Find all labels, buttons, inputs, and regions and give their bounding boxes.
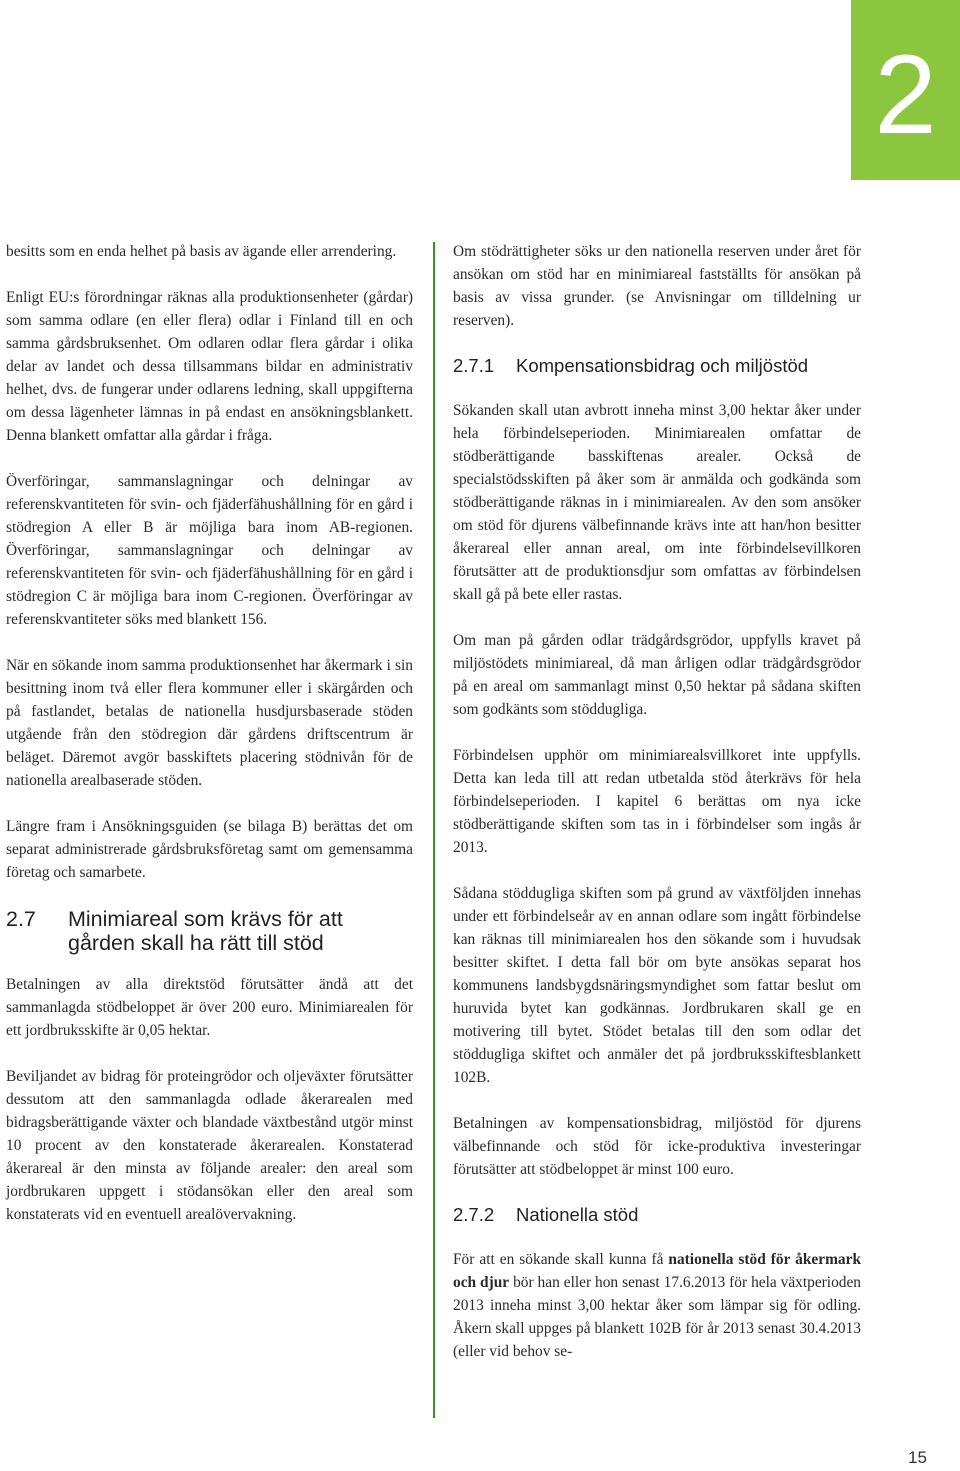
section-heading-2-7-1	[453, 355, 861, 377]
paragraph: När en sökande inom samma produktionsenhet har åkermark i sin besittning inom två eller flera kommuner eller i skärgården och på fastlandet, betalas de nationella husdjursbaserade stöden utgående från den stödregion där gårdens driftscentrum är beläget. Däremot avgör basskiftets placering stödnivån för de nationella arealbaserade stöden.	[6, 657, 413, 789]
paragraph: Betalningen av kompensationsbidrag, miljöstöd för djurens välbefinnande och stöd för icke-produktiva investeringar förutsätter att stödbeloppet är minst 100 euro.	[453, 1115, 861, 1178]
paragraph: Sökanden skall utan avbrott inneha minst 3,00 hektar åker under hela förbindelseperioden. Minimiarealen omfattar de stödberättigande basskiftenas arealer. Också de specialstödsskiften på åker som är anmälda och godkända som stödberättigande räknas in i minimiarealen. Av den som ansöker om stöd för djurens välbefinnande krävs inte att han/hon besitter åkerareal eller annan areal, om inte förbindelsevillkoren förutsätter att de produktionsdjur som omfattas av förbindelsen skall gå på bete eller rastas.	[453, 402, 861, 603]
column-divider	[433, 242, 435, 1418]
paragraph: Längre fram i Ansökningsguiden (se bilaga B) berättas det om separat administrerade gårdsbruksföretag samt om gemensamma företag och samarbete.	[6, 818, 413, 881]
paragraph-text: bör han eller hon senast 17.6.2013 för hela växtperioden 2013 inneha minst 3,00 hektar åker som lämpar sig för odling. Åkern skall uppges på blankett 102B för år 2013 senast 30.4.2013 (eller vid behov se-	[453, 1274, 861, 1360]
paragraph: Betalningen av alla direktstöd förutsätter ändå att det sammanlagda stödbeloppet är över 200 euro. Minimiarealen för ett jordbruksskifte är 0,05 hektar.	[6, 976, 413, 1039]
paragraph: Enligt EU:s förordningar räknas alla produktionsenheter (gårdar) som samma odlare (en eller flera) odlar i Finland till en och samma gårdsbruksenhet. Om odlaren odlar flera gårdar i olika delar av landet och dessa tillsammans bildar en administrativ helhet, dvs. de fungerar under odlarens ledning, skall uppgifterna om dessa lägenheter lämnas in på endast en ansökningsblankett. Denna blankett omfattar alla gårdar i fråga.	[6, 289, 413, 444]
section-title: Minimiareal som krävs för att gården skall ha rätt till stöd	[68, 907, 343, 955]
section-title: Kompensationsbidrag och miljöstöd	[516, 355, 809, 376]
section-number: 2.7.2	[453, 1204, 495, 1225]
paragraph: Om stödrättigheter söks ur den nationella reserven under året för ansökan om stöd har en minimiareal fastställts för ansökan på basis av vissa grunder. (se Anvisningar om tilldelning ur reserven).	[453, 243, 861, 329]
emphasis-text: nationella stöd för åkermark och djur	[453, 1251, 861, 1291]
section-title: Nationella stöd	[516, 1204, 639, 1225]
section-number: 2.7	[6, 907, 36, 931]
paragraph: Överföringar, sammanslagningar och delningar av referenskvantiteten för svin- och fjäderfähushållning för en gård i stödregion A eller B är möjliga bara inom AB-regionen. Överföringar, sammanslagningar och delningar av referenskvantiteten för svin- och fjäderfähushållning för en gård i stödregion C är möjliga bara inom C-regionen. Överföringar av referenskvantiteter söks med blankett 156.	[6, 473, 413, 628]
section-heading-2-7-2	[453, 1204, 861, 1226]
page-number: 15	[908, 1448, 927, 1467]
paragraph: Sådana stöddugliga skiften som på grund av växtföljden innehas under ett förbindelseår av en annan odlare som ingått förbindelse kan räknas till minimiarealen hos den sökande som i huvudsak besitter skiftet. I detta fall bör om byte ansökas separat hos kommunens landsbygdsnäringsmyndighet som fattar beslut om huruvida bytet kan godkännas. Jordbrukaren skall ge en motivering till bytet. Stödet betalas till den som odlar det stöddugliga skiftet och anmäler det på jordbruksskiftesblankett 102B.	[453, 885, 861, 1086]
section-number: 2.7.1	[453, 355, 495, 376]
left-column	[6, 240, 413, 1249]
paragraph: besitts som en enda helhet på basis av ägande eller arrendering.	[6, 243, 397, 260]
paragraph: Förbindelsen upphör om minimiarealsvillkoret inte uppfylls. Detta kan leda till att redan utbetalda stöd återkrävs för hela förbindelseperioden. I kapitel 6 berättas om nya icke stödberättigande skiften som tas in i förbindelser som ingås år 2013.	[453, 747, 861, 856]
chapter-tab	[851, 0, 960, 180]
paragraph	[453, 1248, 861, 1363]
paragraph: Om man på gården odlar trädgårdsgrödor, uppfylls kravet på miljöstödets minimiareal, då man årligen odlar trädgårdsgrödor på en areal om sammanlagt minst 0,50 hektar på sådana skiften som godkänts som stöddugliga.	[453, 632, 861, 718]
right-column	[453, 240, 861, 1363]
paragraph-text: För att en sökande skall kunna få	[453, 1251, 669, 1268]
section-heading-2-7	[6, 907, 413, 955]
paragraph: Beviljandet av bidrag för proteingrödor och oljeväxter förutsätter dessutom att den sammanlagda odlade åkerarealen med bidragsberättigande växter och blandade växtbestånd utgör minst 10 procent av den konstaterade åkerarealen. Konstaterad åkerareal är den minsta av följande arealer: den areal som jordbrukaren uppgett i stödansökan eller den areal som konstaterats vid en eventuell arealövervakning.	[6, 1068, 413, 1223]
chapter-number: 2	[874, 32, 937, 157]
